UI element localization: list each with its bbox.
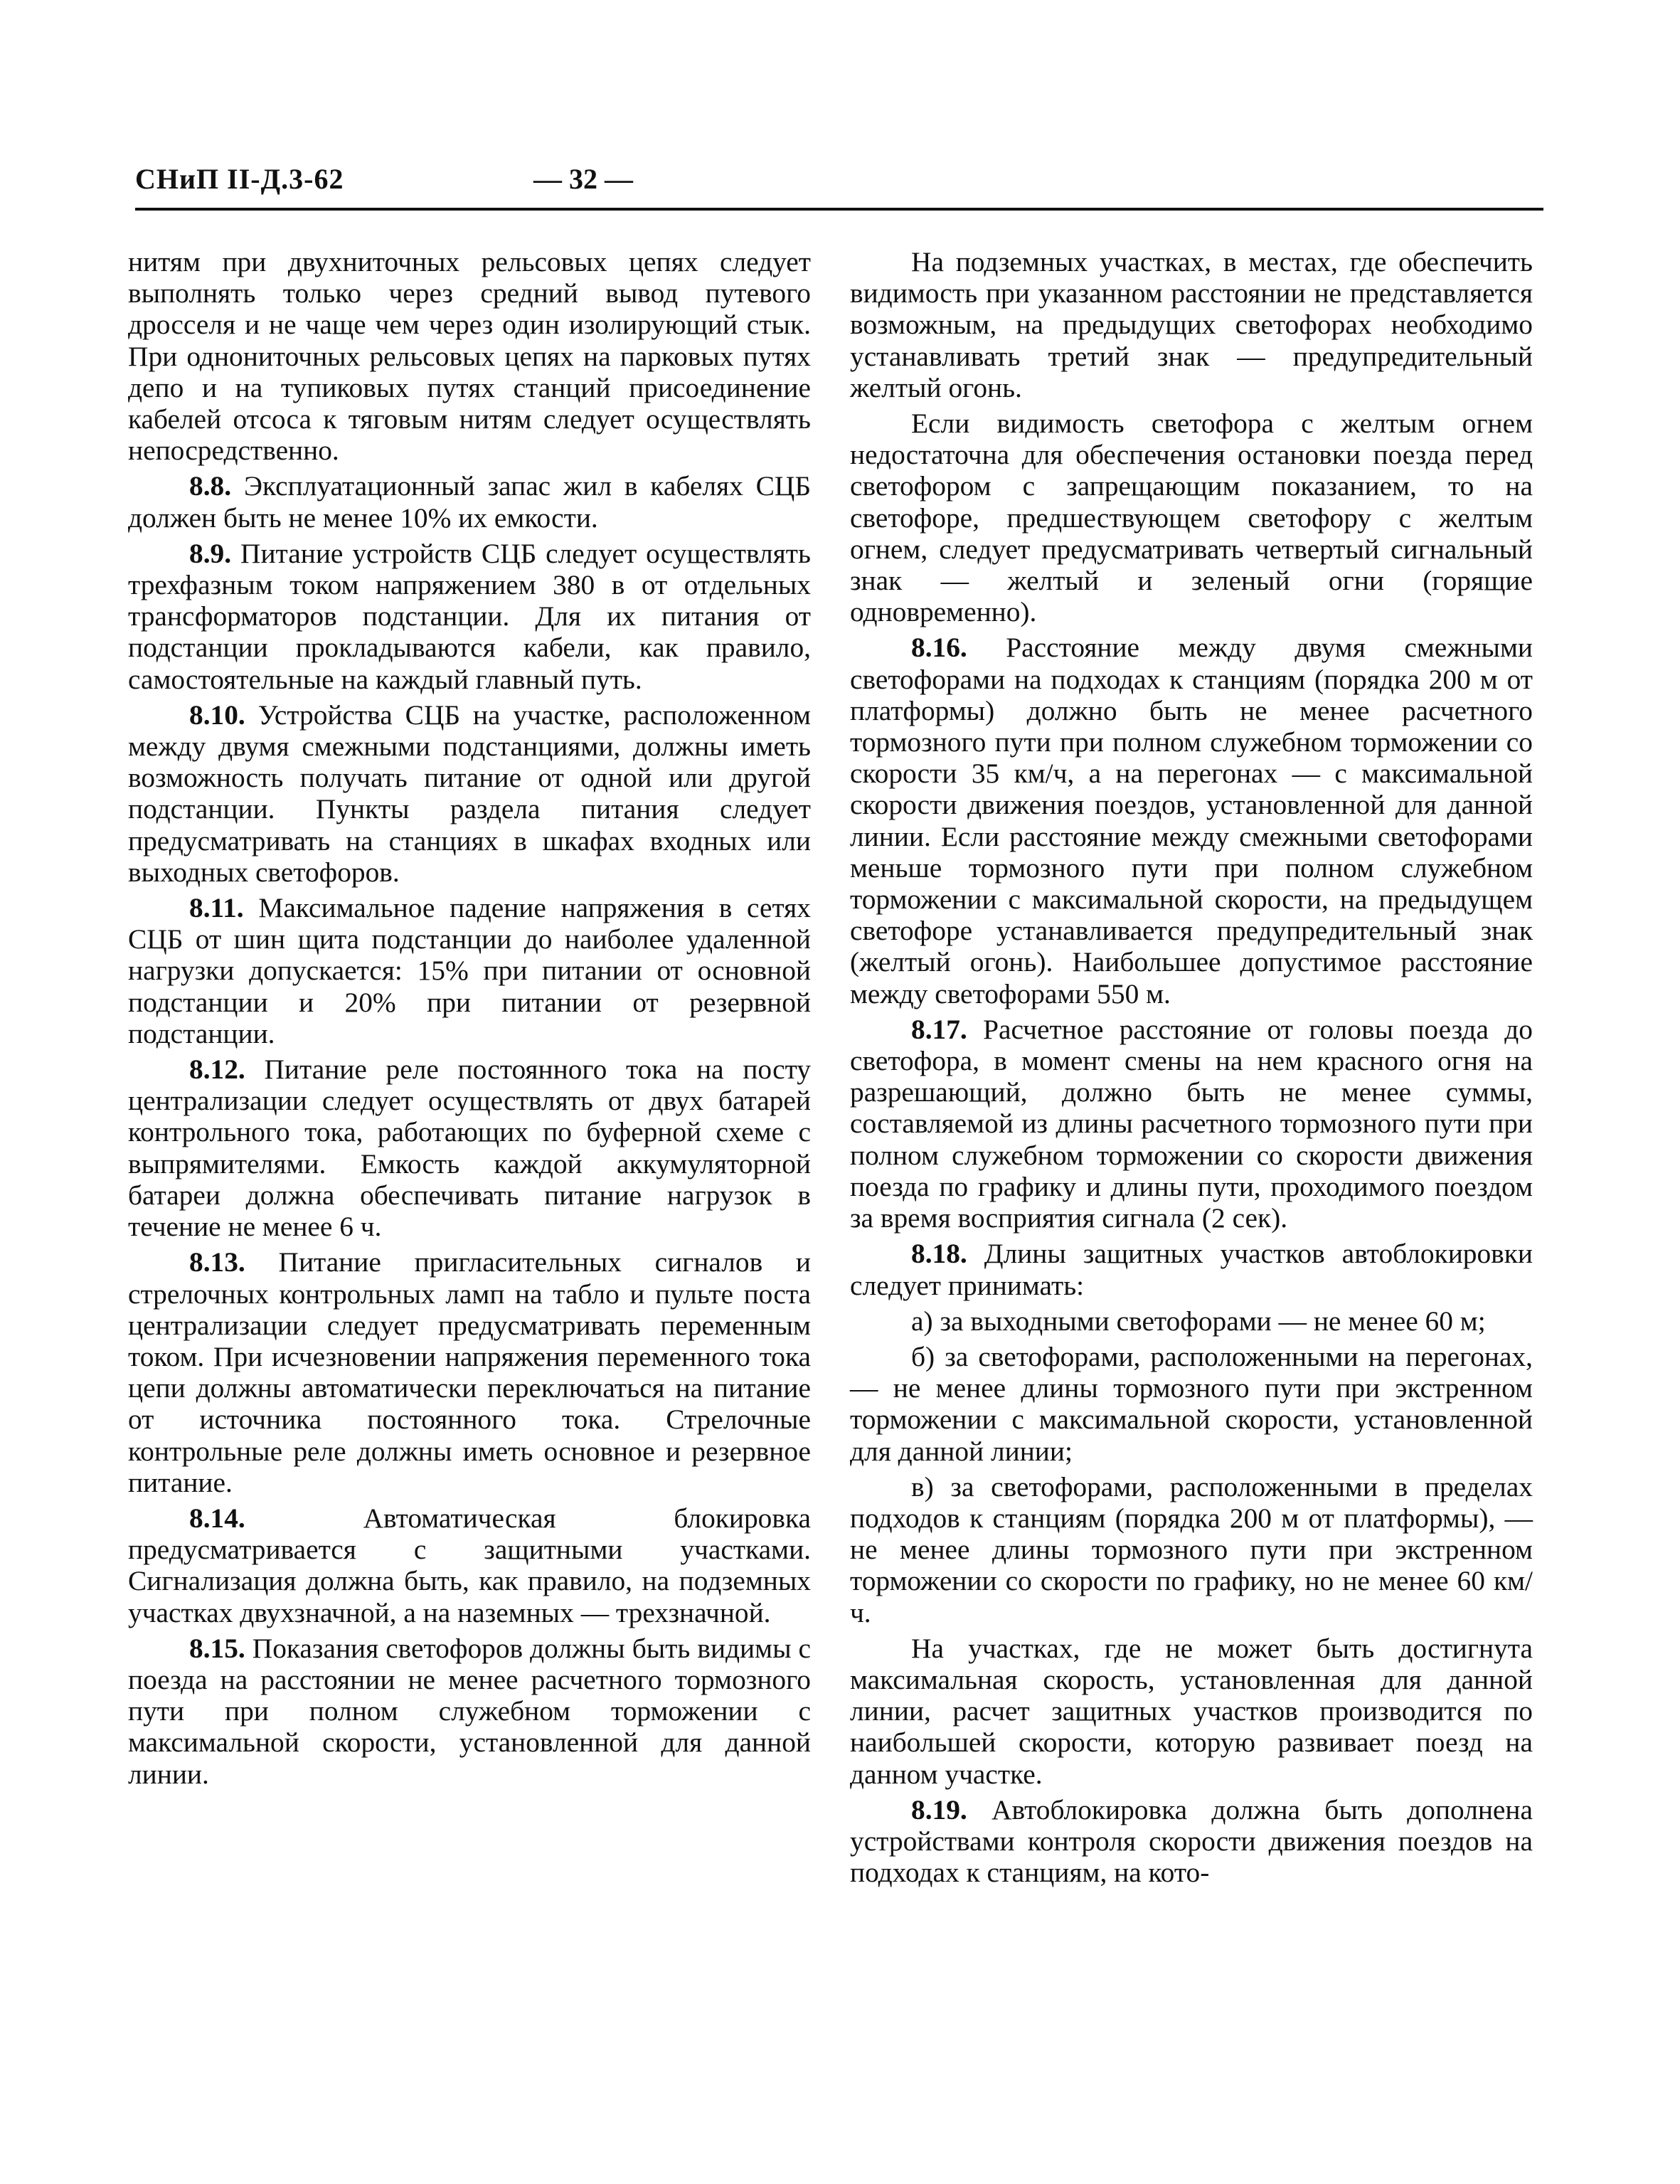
paragraph xyxy=(128,699,811,888)
paragraph xyxy=(128,538,811,695)
clause-number: 8.15. xyxy=(189,1632,245,1664)
clause-number: 8.11. xyxy=(189,892,244,924)
clause-number: 8.13. xyxy=(189,1246,245,1278)
page-number: — 32 — xyxy=(533,163,633,195)
clause-number: 8.19. xyxy=(911,1793,967,1825)
paragraph-text: Автоматическая блокировка предусматривается с защитными участками. Сигнализация должна быть, как правило, на подземных участках двухзначной, а на наземных — трехзначной. xyxy=(128,1502,811,1628)
clause-number: 8.18. xyxy=(911,1238,967,1270)
clause-number: 8.17. xyxy=(911,1013,967,1045)
paragraph xyxy=(850,246,1533,403)
paragraph-text: Питание реле постоянного тока на посту централизации следует осуществлять от двух батарей контрольного тока, работающих по буферной схеме с выпрямителями. Емкость каждой аккумуляторной батареи должна обеспечивать питание нагрузок в течение не менее 6 ч. xyxy=(128,1054,811,1243)
paragraph-text: Питание пригласительных сигналов и стрелочных контрольных ламп на табло и пульте поста централизации следует предусматривать переменным током. При исчезновении напряжения переменного тока цепи должны автоматически переключаться на питание от источника постоянного тока. Стрелочные контрольные реле должны иметь основное и резервное питание. xyxy=(128,1246,811,1498)
header-rule xyxy=(135,208,1543,211)
paragraph xyxy=(850,1341,1533,1467)
document-code: СНиП II-Д.3-62 xyxy=(135,163,344,195)
paragraph xyxy=(128,1633,811,1790)
paragraph-text: Эксплуатационный запас жил в кабелях СЦБ должен быть не менее 10% их емкости. xyxy=(128,470,811,534)
paragraph-text: а) за выходными светофорами — не менее 60 м; xyxy=(911,1305,1486,1337)
paragraph xyxy=(850,408,1533,627)
paragraph-text: На участках, где не может быть достигнута максимальная скорость, установленная для данной линии, расчет защитных участков производится по наибольшей скорости, которую развивает поезд на данном участке. xyxy=(850,1632,1533,1790)
clause-number: 8.8. xyxy=(189,470,232,502)
paragraph-text: Устройства СЦБ на участке, расположенном между двумя смежными подстанциями, должны иметь возможность получать питание от одной или другой подстанции. Пункты раздела питания следует предусматривать на станциях в шкафах входных или выходных светофоров. xyxy=(128,699,811,888)
left-column xyxy=(128,246,811,1794)
paragraph xyxy=(128,470,811,533)
paragraph-text: Автоблокировка должна быть дополнена устройствами контроля скорости движения поездов на подходах к станциям, на кото- xyxy=(850,1793,1533,1889)
paragraph-text: б) за светофорами, расположенными на перегонах, — не менее длины тормозного пути при экстренном торможении с максимальной скорости, установленной для данной линии; xyxy=(850,1340,1533,1467)
paragraph-text: Расчетное расстояние от головы поезда до светофора, в момент смены на нем красного огня на разрешающий, должно быть не менее суммы, составляемой из длины расчетного тормозного пути при полном служебном торможении со скорости движения поезда по графику и длины пути, проходимого поездом за время восприятия сигнала (2 сек). xyxy=(850,1013,1533,1234)
clause-number: 8.14. xyxy=(189,1502,245,1534)
paragraph xyxy=(128,892,811,1049)
paragraph-text: Длины защитных участков автоблокировки следует принимать: xyxy=(850,1238,1533,1301)
paragraph-text: Показания светофоров должны быть видимы с поезда на расстоянии не менее расчетного тормозного пути при полном служебном торможении с максимальной скорости, установленной для данной линии. xyxy=(128,1632,811,1790)
right-column xyxy=(850,246,1533,1892)
paragraph xyxy=(850,1014,1533,1234)
clause-number: 8.12. xyxy=(189,1054,245,1086)
clause-number: 8.9. xyxy=(189,537,232,569)
paragraph-text: в) за светофорами, расположенными в пределах подходов к станциям (порядка 200 м от платформы), — не менее длины тормозного пути при экстренном торможении со скорости по графику, но не менее 60 км/ч. xyxy=(850,1470,1533,1628)
paragraph xyxy=(128,1502,811,1628)
paragraph xyxy=(850,1305,1533,1337)
clause-number: 8.10. xyxy=(189,699,245,731)
paragraph-text: На подземных участках, в местах, где обеспечить видимость при указанном расстоянии не представляется возможным, на предыдущих светофорах необходимо устанавливать третий знак — предупредительный желтый огонь. xyxy=(850,246,1533,403)
paragraph xyxy=(128,246,811,466)
paragraph xyxy=(850,1633,1533,1790)
paragraph-text: Питание устройств СЦБ следует осуществлять трехфазным током напряжением 380 в от отдельных трансформаторов подстанции. Для их питания от подстанции прокладываются кабели, как правило, самостоятельные на каждый главный путь. xyxy=(128,537,811,695)
paragraph xyxy=(128,1246,811,1498)
paragraph xyxy=(850,1471,1533,1628)
paragraph-text: Если видимость светофора с желтым огнем недостаточна для обеспечения остановки поезда перед светофором с запрещающим показанием, то на светофоре, предшествующем светофору с желтым огнем, следует предусматривать четвертый сигнальный знак — желтый и зеленый огни (горящие одновременно). xyxy=(850,408,1533,628)
page-header xyxy=(135,162,1543,212)
paragraph-text: Расстояние между двумя смежными светофорами на подходах к станциям (порядка 200 м от платформы) должно быть не менее расчетного тормозного пути при полном служебном торможении со скорости 35 км/ч, а на перегонах — с максимальной скорости движения поездов, установленной для данной линии. Если расстояние между смежными светофорами меньше тормозного пути при полном служебном торможении с максимальной скорости, на предыдущем светофоре устанавливается предупредительный знак (желтый огонь). Наибольшее допустимое расстояние между светофорами 550 м. xyxy=(850,632,1533,1009)
clause-number: 8.16. xyxy=(911,632,967,664)
paragraph-text: Максимальное падение напряжения в сетях СЦБ от шин щита подстанции до наиболее удаленной нагрузки допускается: 15% при питании от основной подстанции и 20% при питании от резервной подстанции. xyxy=(128,892,811,1049)
paragraph xyxy=(128,1054,811,1242)
paragraph xyxy=(850,1794,1533,1889)
paragraph xyxy=(850,632,1533,1009)
paragraph xyxy=(850,1238,1533,1300)
paragraph-text: нитям при двухниточных рельсовых цепях следует выполнять только через средний вывод путевого дросселя и не чаще чем через один изолирующий стык. При однониточных рельсовых цепях на парковых путях депо и на тупиковых путях станций присоединение кабелей отсоса к тяговым нитям следует осуществлять непосредственно. xyxy=(128,246,811,467)
